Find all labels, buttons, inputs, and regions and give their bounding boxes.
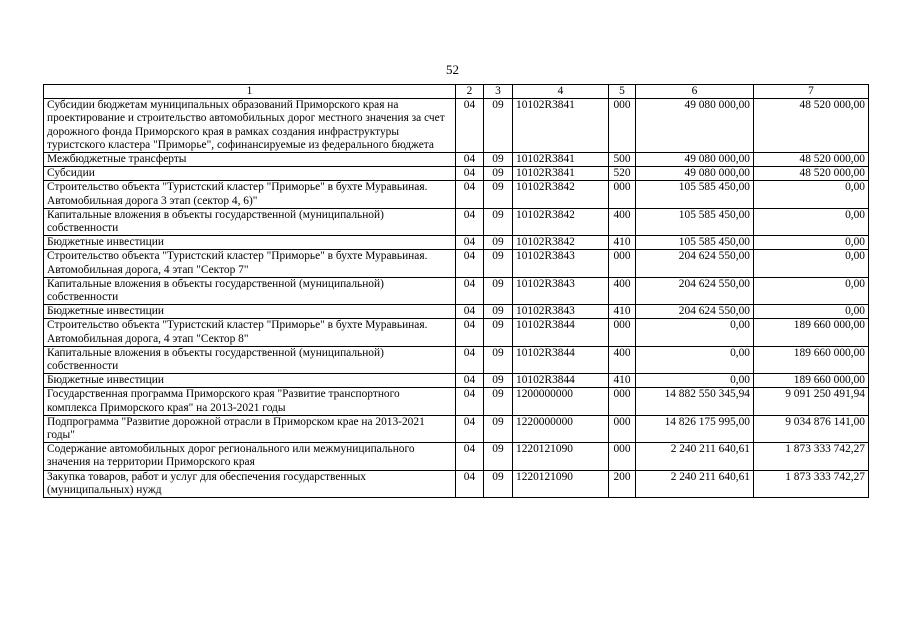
table-row (44, 181, 869, 208)
amount-year-1: 105 585 450,00 (636, 236, 754, 250)
section-code: 04 (456, 346, 484, 373)
table-row (44, 443, 869, 470)
subsection-code: 09 (484, 374, 513, 388)
table-row (44, 99, 869, 153)
subsection-code: 09 (484, 470, 513, 497)
target-article-code: 10102R3842 (513, 236, 609, 250)
target-article-code: 1220121090 (513, 443, 609, 470)
expense-type-code: 000 (609, 250, 636, 277)
column-header: 3 (484, 85, 513, 99)
item-name: Бюджетные инвестиции (44, 374, 456, 388)
amount-year-2: 189 660 000,00 (754, 319, 869, 346)
target-article-code: 10102R3843 (513, 277, 609, 304)
subsection-code: 09 (484, 415, 513, 442)
item-name: Капитальные вложения в объекты государственной (муниципальной) собственности (44, 346, 456, 373)
subsection-code: 09 (484, 236, 513, 250)
target-article-code: 10102R3842 (513, 208, 609, 235)
item-name: Строительство объекта "Туристский кластер "Приморье" в бухте Муравьиная. Автомобильная дорога, 4 этап "Сектор 8" (44, 319, 456, 346)
column-header: 6 (636, 85, 754, 99)
amount-year-1: 204 624 550,00 (636, 305, 754, 319)
table-row (44, 167, 869, 181)
expense-type-code: 410 (609, 236, 636, 250)
expense-type-code: 400 (609, 346, 636, 373)
amount-year-2: 1 873 333 742,27 (754, 470, 869, 497)
expense-type-code: 000 (609, 319, 636, 346)
expense-type-code: 520 (609, 167, 636, 181)
amount-year-1: 49 080 000,00 (636, 99, 754, 153)
section-code: 04 (456, 236, 484, 250)
amount-year-1: 2 240 211 640,61 (636, 470, 754, 497)
item-name: Строительство объекта "Туристский кластер "Приморье" в бухте Муравьиная. Автомобильная дорога 3 этап (сектор 4, 6)" (44, 181, 456, 208)
target-article-code: 10102R3841 (513, 153, 609, 167)
item-name: Бюджетные инвестиции (44, 236, 456, 250)
amount-year-2: 1 873 333 742,27 (754, 443, 869, 470)
column-header: 7 (754, 85, 869, 99)
item-name: Капитальные вложения в объекты государственной (муниципальной) собственности (44, 277, 456, 304)
amount-year-2: 189 660 000,00 (754, 346, 869, 373)
subsection-code: 09 (484, 153, 513, 167)
amount-year-2: 0,00 (754, 236, 869, 250)
table-row (44, 208, 869, 235)
amount-year-1: 49 080 000,00 (636, 167, 754, 181)
target-article-code: 10102R3844 (513, 346, 609, 373)
table-row (44, 346, 869, 373)
target-article-code: 1220000000 (513, 415, 609, 442)
target-article-code: 1200000000 (513, 388, 609, 415)
amount-year-1: 0,00 (636, 346, 754, 373)
section-code: 04 (456, 99, 484, 153)
subsection-code: 09 (484, 167, 513, 181)
expense-type-code: 000 (609, 99, 636, 153)
section-code: 04 (456, 415, 484, 442)
amount-year-1: 0,00 (636, 374, 754, 388)
section-code: 04 (456, 470, 484, 497)
expense-type-code: 410 (609, 305, 636, 319)
column-header: 1 (44, 85, 456, 99)
expense-type-code: 400 (609, 208, 636, 235)
section-code: 04 (456, 388, 484, 415)
item-name: Субсидии (44, 167, 456, 181)
expense-type-code: 410 (609, 374, 636, 388)
subsection-code: 09 (484, 250, 513, 277)
table-row (44, 153, 869, 167)
amount-year-2: 0,00 (754, 250, 869, 277)
target-article-code: 1220121090 (513, 470, 609, 497)
item-name: Подпрограмма "Развитие дорожной отрасли в Приморском крае на 2013-2021 годы" (44, 415, 456, 442)
item-name: Государственная программа Приморского края "Развитие транспортного комплекса Приморского края" на 2013-2021 годы (44, 388, 456, 415)
table-row (44, 277, 869, 304)
amount-year-1: 204 624 550,00 (636, 277, 754, 304)
amount-year-2: 0,00 (754, 181, 869, 208)
subsection-code: 09 (484, 319, 513, 346)
budget-table (43, 84, 869, 498)
amount-year-2: 0,00 (754, 208, 869, 235)
amount-year-2: 189 660 000,00 (754, 374, 869, 388)
target-article-code: 10102R3842 (513, 181, 609, 208)
section-code: 04 (456, 443, 484, 470)
expense-type-code: 200 (609, 470, 636, 497)
amount-year-1: 105 585 450,00 (636, 208, 754, 235)
subsection-code: 09 (484, 305, 513, 319)
expense-type-code: 000 (609, 181, 636, 208)
amount-year-2: 9 091 250 491,94 (754, 388, 869, 415)
expense-type-code: 400 (609, 277, 636, 304)
page-number: 52 (446, 62, 459, 77)
amount-year-2: 0,00 (754, 277, 869, 304)
expense-type-code: 000 (609, 388, 636, 415)
item-name: Закупка товаров, работ и услуг для обеспечения государственных (муниципальных) нужд (44, 470, 456, 497)
amount-year-1: 0,00 (636, 319, 754, 346)
table-row (44, 374, 869, 388)
target-article-code: 10102R3843 (513, 305, 609, 319)
target-article-code: 10102R3844 (513, 374, 609, 388)
table-row (44, 305, 869, 319)
expense-type-code: 500 (609, 153, 636, 167)
item-name: Бюджетные инвестиции (44, 305, 456, 319)
amount-year-1: 14 826 175 995,00 (636, 415, 754, 442)
column-header: 5 (609, 85, 636, 99)
amount-year-1: 105 585 450,00 (636, 181, 754, 208)
amount-year-2: 9 034 876 141,00 (754, 415, 869, 442)
section-code: 04 (456, 208, 484, 235)
subsection-code: 09 (484, 277, 513, 304)
target-article-code: 10102R3841 (513, 167, 609, 181)
item-name: Межбюджетные трансферты (44, 153, 456, 167)
section-code: 04 (456, 319, 484, 346)
expense-type-code: 000 (609, 415, 636, 442)
section-code: 04 (456, 167, 484, 181)
amount-year-1: 204 624 550,00 (636, 250, 754, 277)
amount-year-2: 48 520 000,00 (754, 167, 869, 181)
table-row (44, 415, 869, 442)
item-name: Субсидии бюджетам муниципальных образований Приморского края на проектирование и строительство автомобильных дорог местного значения за счет дорожного фонда Приморского края в рамках создания инфраструктуры туристского кластера "Приморье", софинансируемые из федерального бюджета (44, 99, 456, 153)
subsection-code: 09 (484, 346, 513, 373)
target-article-code: 10102R3843 (513, 250, 609, 277)
item-name: Строительство объекта "Туристский кластер "Приморье" в бухте Муравьиная. Автомобильная дорога, 4 этап "Сектор 7" (44, 250, 456, 277)
section-code: 04 (456, 277, 484, 304)
table-row (44, 470, 869, 497)
table-row (44, 236, 869, 250)
section-code: 04 (456, 181, 484, 208)
amount-year-2: 48 520 000,00 (754, 153, 869, 167)
amount-year-1: 14 882 550 345,94 (636, 388, 754, 415)
subsection-code: 09 (484, 181, 513, 208)
amount-year-1: 49 080 000,00 (636, 153, 754, 167)
subsection-code: 09 (484, 443, 513, 470)
subsection-code: 09 (484, 388, 513, 415)
section-code: 04 (456, 250, 484, 277)
table-row (44, 388, 869, 415)
target-article-code: 10102R3844 (513, 319, 609, 346)
amount-year-2: 0,00 (754, 305, 869, 319)
item-name: Содержание автомобильных дорог регионального или межмуниципального значения на территории Приморского края (44, 443, 456, 470)
target-article-code: 10102R3841 (513, 99, 609, 153)
amount-year-1: 2 240 211 640,61 (636, 443, 754, 470)
table-row (44, 319, 869, 346)
column-header: 2 (456, 85, 484, 99)
section-code: 04 (456, 305, 484, 319)
expense-type-code: 000 (609, 443, 636, 470)
amount-year-2: 48 520 000,00 (754, 99, 869, 153)
subsection-code: 09 (484, 208, 513, 235)
column-header: 4 (513, 85, 609, 99)
section-code: 04 (456, 374, 484, 388)
section-code: 04 (456, 153, 484, 167)
subsection-code: 09 (484, 99, 513, 153)
header-row (44, 85, 869, 99)
table-row (44, 250, 869, 277)
item-name: Капитальные вложения в объекты государственной (муниципальной) собственности (44, 208, 456, 235)
